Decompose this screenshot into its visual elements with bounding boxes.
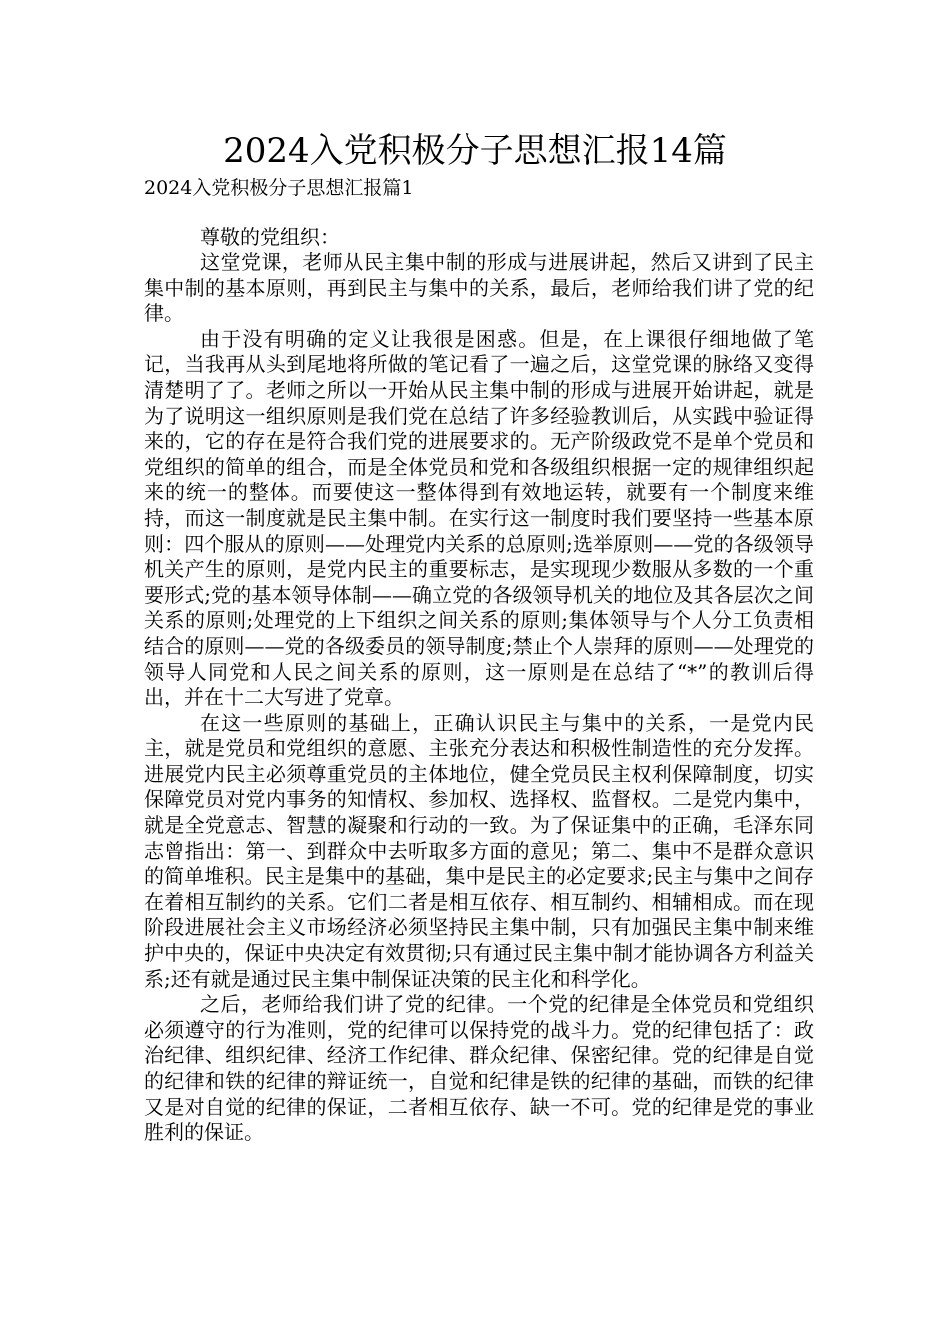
paragraph: 这堂党课，老师从民主集中制的形成与进展讲起，然后又讲到了民主集中制的基本原则，再到民主与集中的关系，最后，老师给我们讲了党的纪律。 [144,250,814,326]
salutation: 尊敬的党组织： [200,225,340,249]
document-title: 2024入党积极分子思想汇报14篇 [223,131,727,171]
section-heading: 2024入党积极分子思想汇报篇1 [144,177,414,199]
document-body [144,224,814,1146]
paragraph: 由于没有明确的定义让我很是困惑。但是，在上课很仔细地做了笔记，当我再从头到尾地将所做的笔记看了一遍之后，这堂党课的脉络又变得清楚明了了。老师之所以一开始从民主集中制的形成与进展开始讲起，就是为了说明这一组织原则是我们党在总结了许多经验教训后，从实践中验证得来的，它的存在是符合我们党的进展要求的。无产阶级政党不是单个党员和党组织的简单的组合，而是全体党员和党和各级组织根据一定的规律组织起来的统一的整体。而要使这一整体得到有效地运转，就要有一个制度来维持，而这一制度就是民主集中制。在实行这一制度时我们要坚持一些基本原则：四个服从的原则——处理党内关系的总原则;选举原则——党的各级领导机关产生的原则，是党内民主的重要标志，是实现现少数服从多数的一个重要形式;党的基本领导体制——确立党的各级领导机关的地位及其各层次之间关系的原则;处理党的上下组织之间关系的原则;集体领导与个人分工负责相结合的原则——党的各级委员的领导制度;禁止个人崇拜的原则——处理党的领导人同党和人民之间关系的原则，这一原则是在总结了“*”的教训后得出，并在十二大写进了党章。 [144,326,814,710]
paragraph: 之后，老师给我们讲了党的纪律。一个党的纪律是全体党员和党组织必须遵守的行为准则，党的纪律可以保持党的战斗力。党的纪律包括了：政治纪律、组织纪律、经济工作纪律、群众纪律、保密纪律。党的纪律是自觉的纪律和铁的纪律的辩证统一，自觉和纪律是铁的纪律的基础，而铁的纪律又是对自觉的纪律的保证，二者相互依存、缺一不可。党的纪律是党的事业胜利的保证。 [144,992,814,1145]
paragraph: 在这一些原则的基础上，正确认识民主与集中的关系，一是党内民主，就是党员和党组织的意愿、主张充分表达和积极性制造性的充分发挥。进展党内民主必须尊重党员的主体地位，健全党员民主权利保障制度，切实保障党员对党内事务的知情权、参加权、选择权、监督权。二是党内集中，就是全党意志、智慧的凝聚和行动的一致。为了保证集中的正确，毛泽东同志曾指出：第一、到群众中去听取多方面的意见；第二、集中不是群众意识的简单堆积。民主是集中的基础，集中是民主的必定要求;民主与集中之间存在着相互制约的关系。它们二者是相互依存、相互制约、相辅相成。而在现阶段进展社会主义市场经济必须坚持民主集中制，只有加强民主集中制来维护中央的，保证中央决定有效贯彻;只有通过民主集中制才能协调各方利益关系;还有就是通过民主集中制保证决策的民主化和科学化。 [144,710,814,991]
